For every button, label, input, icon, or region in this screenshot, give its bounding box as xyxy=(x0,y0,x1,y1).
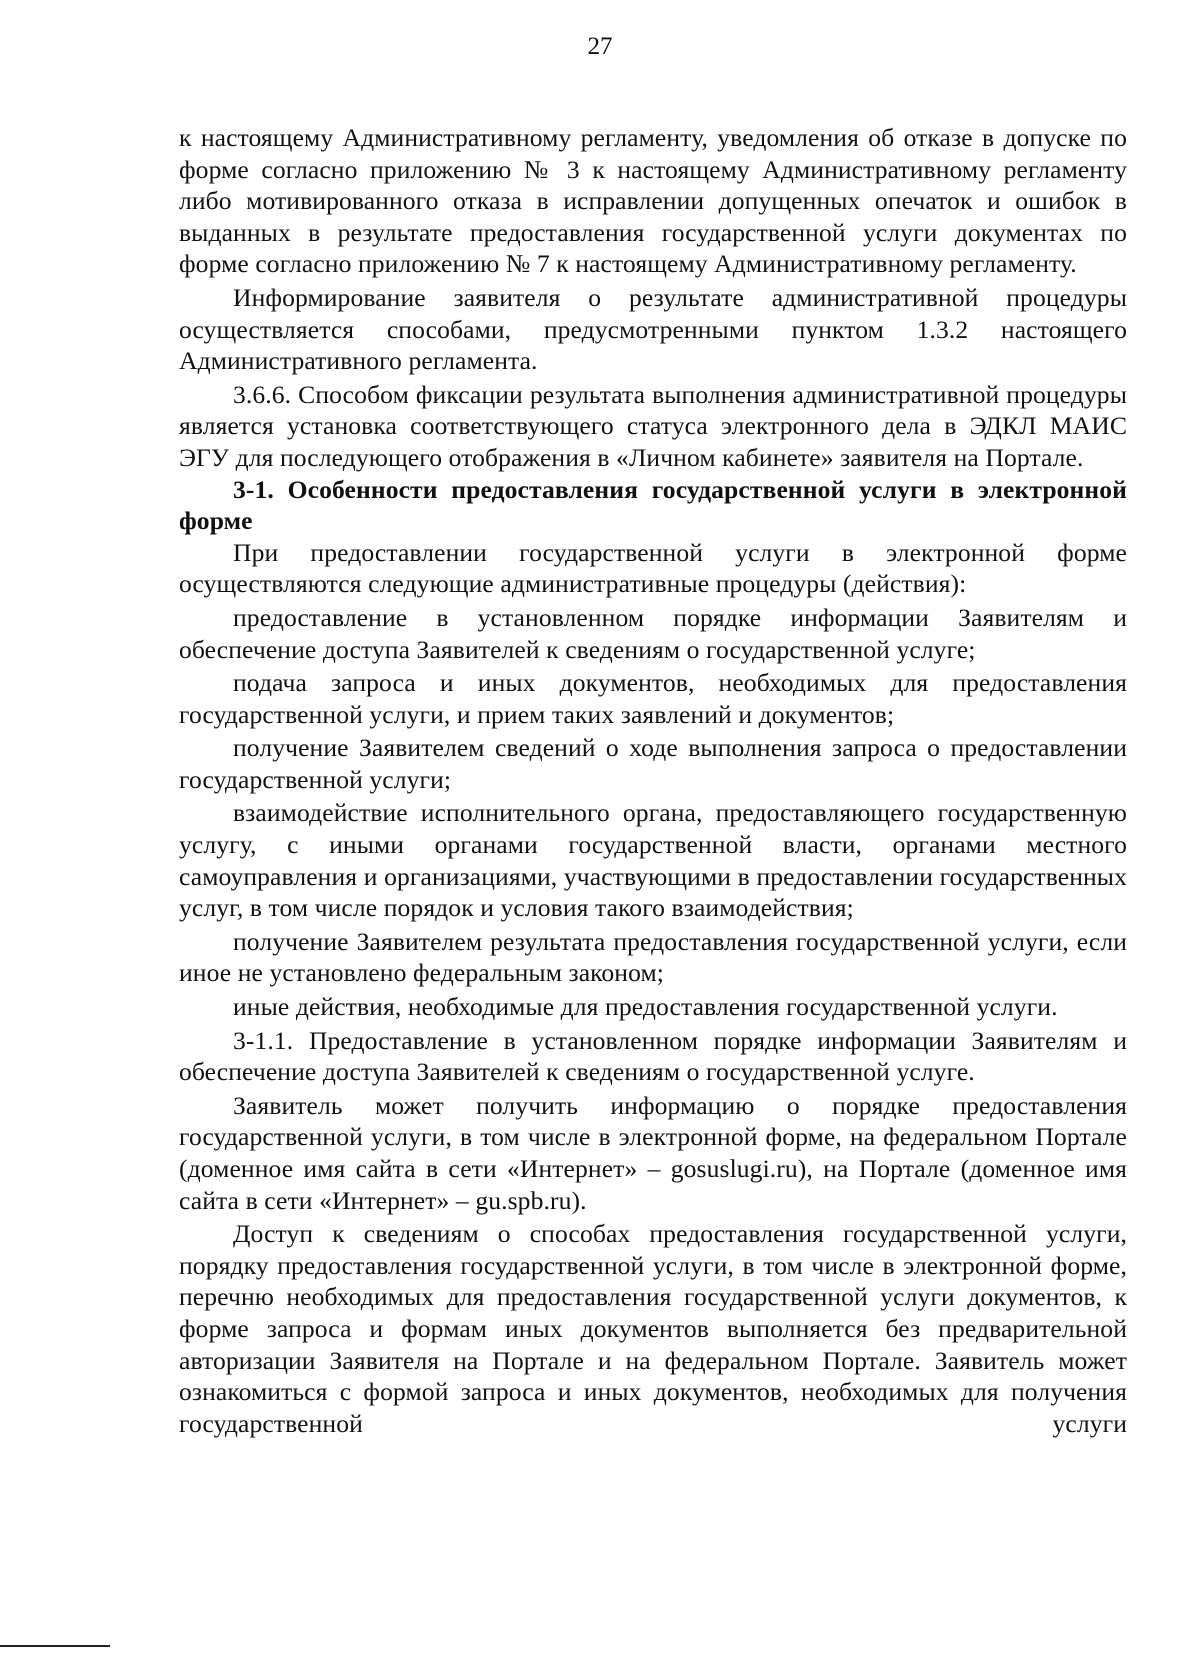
paragraph-continuation: к настоящему Административному регламенту, уведомления об отказе в допуске по форме согласно приложению № 3 к настоящему Административному регламенту либо мотивированного отказа в исправлении допущенных опечаток и ошибок в выданных в результате предоставления государственной услуги документах по форме согласно приложению № 7 к настоящему Административному регламенту. xyxy=(179,123,1127,279)
list-item-interaction: взаимодействие исполнительного органа, предоставляющего государственную услугу, с иными органами государственной власти, органами местного самоуправления и организациями, участвующими в предоставлении государственных услуг, в том числе порядок и условия такого взаимодействия; xyxy=(179,798,1127,923)
bottom-rule xyxy=(0,1645,110,1647)
list-item-request-status: получение Заявителем сведений о ходе выполнения запроса о предоставлении государственной услуги; xyxy=(179,733,1127,794)
paragraph-procedures-intro: При предоставлении государственной услуги в электронной форме осуществляются следующие административные процедуры (действия): xyxy=(179,537,1127,599)
list-item-information: предоставление в установленном порядке информации Заявителям и обеспечение доступа Заявителей к сведениям о государственной услуге; xyxy=(179,602,1127,664)
paragraph-3-1-1: 3-1.1. Предоставление в установленном порядке информации Заявителям и обеспечение доступа Заявителей к сведениям о государственной услуге. xyxy=(179,1025,1127,1087)
page-number: 27 xyxy=(587,33,613,60)
list-item-request-submission: подача запроса и иных документов, необходимых для предоставления государственной услуги, и прием таких заявлений и документов; xyxy=(179,668,1127,729)
paragraph-informing: Информирование заявителя о результате административной процедуры осуществляется способами, предусмотренными пунктом 1.3.2 настоящего Административного регламента. xyxy=(179,282,1127,376)
paragraph-3-6-6: 3.6.6. Способом фиксации результата выполнения административной процедуры является установка соответствующего статуса электронного дела в ЭДКЛ МАИС ЭГУ для последующего отображения в «Личном кабинете» заявителя на Портале. xyxy=(179,379,1127,472)
list-item-other-actions: иные действия, необходимые для предоставления государственной услуги. xyxy=(233,992,1058,1022)
list-item-result: получение Заявителем результата предоставления государственной услуги, если иное не установлено федеральным законом; xyxy=(179,926,1127,988)
paragraph-info-sources: Заявитель может получить информацию о порядке предоставления государственной услуги, в том числе в электронной форме, на федеральном Портале (доменное имя сайта в сети «Интернет» – gosuslugi.ru), на Портале (доменное имя сайта в сети «Интернет» – gu.spb.ru). xyxy=(179,1090,1127,1215)
paragraph-access: Доступ к сведениям о способах предоставления государственной услуги, порядку предоставления государственной услуги, в том числе в электронной форме, перечню необходимых для предоставления государственной услуги документов, к форме запроса и формам иных документов выполняется без предварительной авторизации Заявителя на Портале и на федеральном Портале. Заявитель может ознакомиться с формой запроса и иных документов, необходимых для получения государственной услуги xyxy=(179,1219,1127,1438)
section-heading-3-1: 3-1. Особенности предоставления государственной услуги в электронной форме xyxy=(179,474,1127,536)
document-body xyxy=(179,122,1127,1439)
